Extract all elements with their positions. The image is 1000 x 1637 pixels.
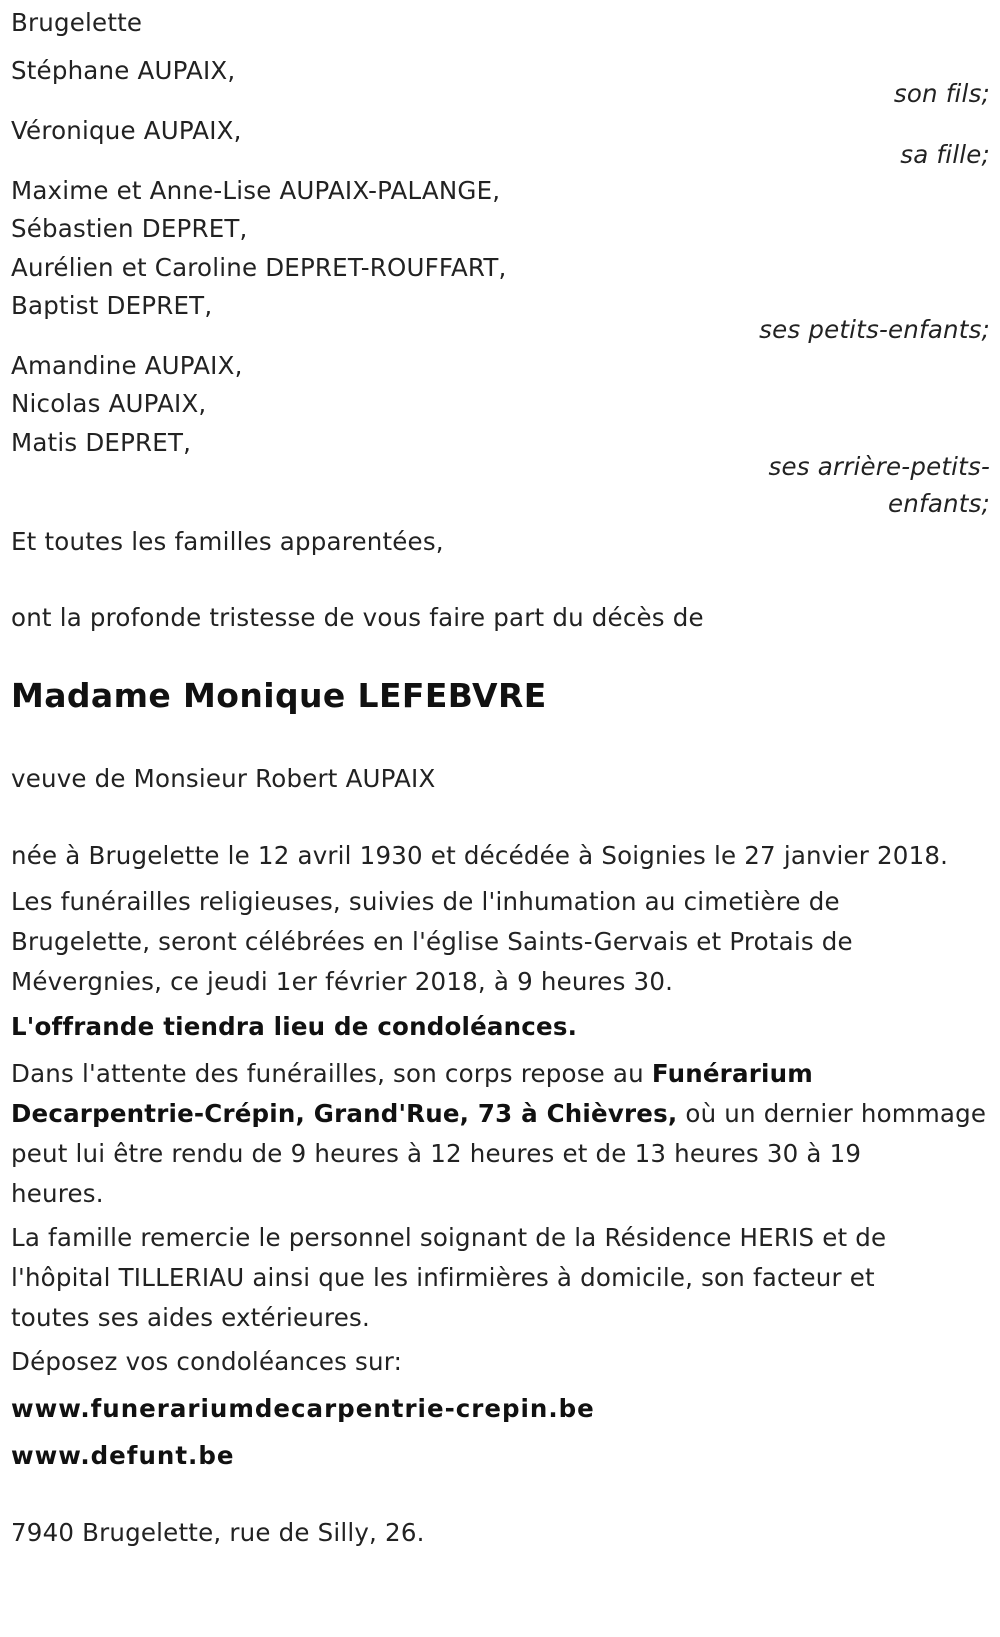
condolences-prompt: Déposez vos condoléances sur: — [11, 1347, 403, 1376]
funeral-info — [11, 882, 991, 1002]
great-grandchild-1: Amandine AUPAIX, — [11, 351, 243, 380]
defunt-link[interactable]: www.defunt.be — [11, 1441, 235, 1470]
birth-death: née à Brugelette le 12 avril 1930 et décédée à Soignies le 27 janvier 2018. — [11, 841, 949, 870]
other-families: Et toutes les familles apparentées, — [11, 527, 444, 556]
condolences-note: L'offrande tiendra lieu de condoléances. — [11, 1012, 578, 1041]
funerarium-name-1: Funérarium — [651, 1059, 813, 1088]
daughter-name: Véronique AUPAIX, — [11, 116, 242, 145]
funeral-line-3: Mévergnies, ce jeudi 1er février 2018, à 9 heures 30. — [11, 967, 674, 996]
thanks-line-1: La famille remercie le personnel soignant de la Résidence HERIS et de — [11, 1223, 887, 1252]
thanks-line-2: l'hôpital TILLERIAU ainsi que les infirmières à domicile, son facteur et — [11, 1263, 875, 1292]
grandchildren-role: ses petits-enfants; — [759, 315, 990, 344]
great-grandchildren-role-1: ses arrière-petits- — [768, 452, 990, 481]
funerarium-link[interactable]: www.funerariumdecarpentrie-crepin.be — [11, 1394, 595, 1423]
daughter-role: sa fille; — [900, 140, 990, 169]
grandchild-1: Maxime et Anne-Lise AUPAIX-PALANGE, — [11, 176, 501, 205]
repose-text-2: où un dernier hommage — [677, 1099, 987, 1128]
repose-text-1: Dans l'attente des funérailles, son corps repose au — [11, 1059, 652, 1088]
great-grandchild-2: Nicolas AUPAIX, — [11, 389, 207, 418]
great-grandchildren-role-2: enfants; — [888, 489, 990, 518]
funeral-line-1: Les funérailles religieuses, suivies de l'inhumation au cimetière de — [11, 887, 840, 916]
funeral-line-2: Brugelette, seront célébrées en l'église Saints-Gervais et Protais de — [11, 927, 853, 956]
widow-of: veuve de Monsieur Robert AUPAIX — [11, 764, 436, 793]
grandchild-2: Sébastien DEPRET, — [11, 214, 248, 243]
great-grandchild-3: Matis DEPRET, — [11, 428, 192, 457]
location: Brugelette — [11, 8, 143, 37]
funerarium-name-2: Decarpentrie-Crépin, Grand'Rue, 73 à Chièvres, — [11, 1099, 678, 1128]
repose-line-3: peut lui être rendu de 9 heures à 12 heures et de 13 heures 30 à 19 — [11, 1139, 862, 1168]
son-name: Stéphane AUPAIX, — [11, 56, 236, 85]
repose-info — [11, 1054, 991, 1214]
grandchild-3: Aurélien et Caroline DEPRET-ROUFFART, — [11, 253, 507, 282]
thanks-line-3: toutes ses aides extérieures. — [11, 1303, 371, 1332]
thanks-info — [11, 1218, 991, 1338]
deceased-name: Madame Monique LEFEBVRE — [11, 676, 547, 715]
repose-line-4: heures. — [11, 1179, 104, 1208]
grandchild-4: Baptist DEPRET, — [11, 291, 213, 320]
repose-line-2 — [11, 1094, 991, 1134]
son-role: son fils; — [893, 79, 990, 108]
announcement: ont la profonde tristesse de vous faire part du décès de — [11, 603, 704, 632]
address: 7940 Brugelette, rue de Silly, 26. — [11, 1518, 425, 1547]
repose-line-1 — [11, 1054, 991, 1094]
